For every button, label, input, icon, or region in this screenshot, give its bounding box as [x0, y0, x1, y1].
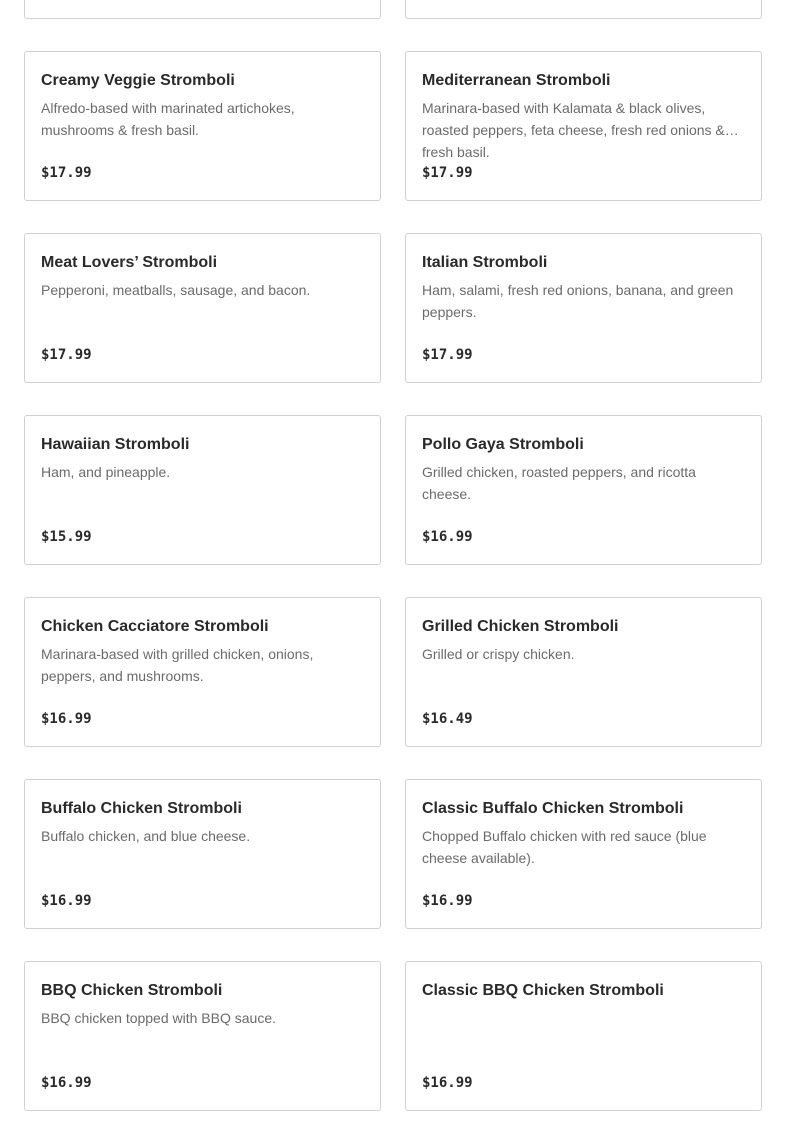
menu-item-name: Pollo Gaya Stromboli — [422, 436, 584, 453]
menu-item-name: Meat Lovers’ Stromboli — [41, 254, 218, 271]
menu-item-name: Classic Buffalo Chicken Stromboli — [422, 800, 684, 817]
menu-item-description: Grilled or crispy chicken. — [422, 646, 575, 662]
menu-item-card[interactable] — [405, 0, 762, 19]
menu-item-description: Grilled chicken, roasted peppers, and ricotta cheese. — [422, 464, 696, 502]
menu-item-price: $17.99 — [422, 165, 473, 181]
menu-item-description: Marinara-based with Kalamata & black olives, roasted peppers, feta cheese, fresh red onions & fresh basil. — [422, 100, 725, 160]
menu-item-card[interactable] — [24, 415, 381, 565]
menu-item-card[interactable] — [405, 961, 762, 1111]
menu-item-card[interactable] — [24, 233, 381, 383]
menu-item-name: Chicken Cacciatore Stromboli — [41, 618, 269, 635]
menu-item-description: Ham, salami, fresh red onions, banana, and green peppers. — [422, 282, 734, 320]
menu-item-description: BBQ chicken topped with BBQ sauce. — [41, 1010, 277, 1026]
menu-item-price: $17.99 — [422, 347, 473, 363]
menu-item-name: Creamy Veggie Stromboli — [41, 72, 235, 89]
menu-item-name: Classic BBQ Chicken Stromboli — [422, 982, 664, 999]
menu-item-description: Alfredo-based with marinated artichokes, mushrooms & fresh basil. — [41, 100, 295, 138]
menu-item-card[interactable] — [405, 779, 762, 929]
menu-item-card[interactable] — [24, 51, 381, 201]
menu-item-price: $15.99 — [41, 529, 92, 545]
menu-item-price: $16.49 — [422, 711, 473, 727]
menu-item-card[interactable] — [24, 779, 381, 929]
menu-item-name: Italian Stromboli — [422, 254, 548, 271]
menu-item-price: $16.99 — [422, 529, 473, 545]
menu-item-card[interactable] — [24, 0, 381, 19]
menu-item-card[interactable] — [24, 961, 381, 1111]
menu-item-card[interactable] — [405, 51, 762, 201]
menu-item-price: $17.99 — [41, 165, 92, 181]
menu-item-name: Buffalo Chicken Stromboli — [41, 800, 242, 817]
menu-item-price: $16.99 — [41, 1075, 92, 1091]
menu-item-price: $16.99 — [422, 1075, 473, 1091]
menu-item-name: Mediterranean Stromboli — [422, 72, 611, 89]
menu-item-price: $16.99 — [41, 893, 92, 909]
menu-item-description: Chopped Buffalo chicken with red sauce (blue cheese available). — [422, 828, 707, 866]
menu-item-card[interactable] — [405, 233, 762, 383]
menu-item-description: Buffalo chicken, and blue cheese. — [41, 828, 251, 844]
menu-item-name: Hawaiian Stromboli — [41, 436, 190, 453]
menu-item-description: Pepperoni, meatballs, sausage, and bacon. — [41, 282, 311, 298]
menu-item-price: $16.99 — [422, 893, 473, 909]
menu-item-card[interactable] — [24, 597, 381, 747]
menu-item-price: $17.99 — [41, 347, 92, 363]
menu-item-description: Ham, and pineapple. — [41, 464, 171, 480]
menu-item-name: BBQ Chicken Stromboli — [41, 982, 223, 999]
menu-item-name: Grilled Chicken Stromboli — [422, 618, 619, 635]
menu-item-description — [422, 1007, 745, 1051]
menu-item-card[interactable] — [405, 415, 762, 565]
menu-item-card[interactable] — [405, 597, 762, 747]
menu-item-price: $16.99 — [41, 711, 92, 727]
menu-item-description: Marinara-based with grilled chicken, onions, peppers, and mushrooms. — [41, 646, 314, 684]
